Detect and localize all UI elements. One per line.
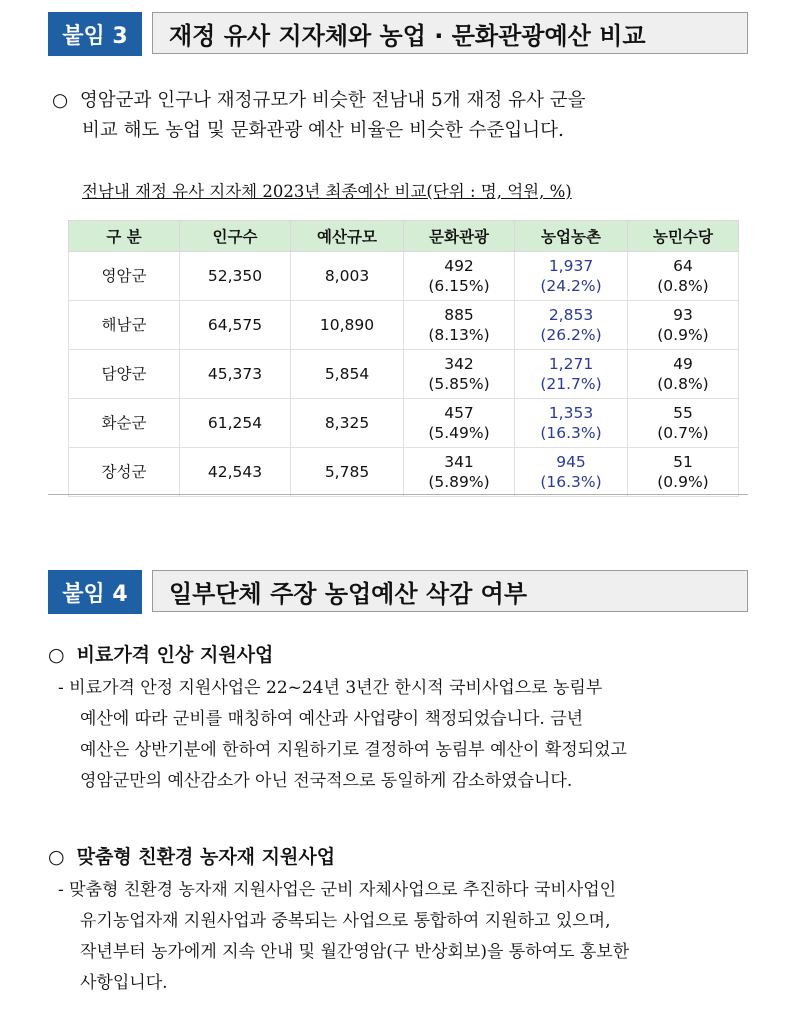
header-culture: 문화관광 [404,221,515,252]
section-4-title: 일부단체 주장 농업예산 삭감 여부 [152,570,748,612]
item-1-line-4: 영암군만의 예산감소가 아닌 전국적으로 동일하게 감소하였습니다. [80,771,573,791]
item-2-body [58,875,629,999]
item-2-heading [48,842,335,869]
item-1-line-2: 예산에 따라 군비를 매칭하여 예산과 사업량이 책정되었습니다. 금년 [80,709,584,729]
item-1-line-3: 예산은 상반기분에 한하여 지원하기로 결정하여 농림부 예산이 확정되었고 [80,740,627,760]
culture-value: 342 [444,355,474,373]
row-budget: 10,890 [291,301,404,350]
allow-percent: (0.8%) [657,277,709,295]
section-3-title: 재정 유사 지자체와 농업 · 문화관광예산 비교 [152,12,748,54]
culture-value: 885 [444,306,474,324]
row-population: 61,254 [180,399,291,448]
culture-value: 457 [444,404,474,422]
section-3-paragraph [52,86,585,146]
bullet-circle: ○ [48,644,65,666]
budget-comparison-table [68,220,739,497]
dash-mark: - [58,678,64,698]
agri-percent: (26.2%) [540,326,602,344]
table-row [69,252,739,301]
row-culture [404,399,515,448]
row-budget: 5,785 [291,448,404,497]
table-row [69,350,739,399]
row-culture [404,301,515,350]
table-row [69,399,739,448]
dash-mark: - [58,880,64,900]
row-name: 장성군 [69,448,180,497]
item-1-body [58,673,627,797]
item-2-heading-text: 맞춤형 친환경 농자재 지원사업 [76,846,336,868]
row-culture [404,350,515,399]
header-population: 인구수 [180,221,291,252]
allow-value: 55 [673,404,693,422]
table-caption: 전남내 재정 유사 지자체 2023년 최종예산 비교(단위 : 명, 억원, %) [82,182,572,201]
allow-value: 93 [673,306,693,324]
agri-value: 1,271 [548,355,594,373]
row-allowance [628,350,739,399]
row-population: 52,350 [180,252,291,301]
culture-value: 341 [444,453,474,471]
section-4-tag: 붙임 4 [48,570,142,614]
header-agriculture: 농업농촌 [515,221,628,252]
row-allowance [628,252,739,301]
agri-percent: (24.2%) [540,277,602,295]
section-3-line-2: 비교 해도 농업 및 문화관광 예산 비율은 비슷한 수준입니다. [82,120,564,141]
row-agriculture [515,350,628,399]
culture-percent: (5.85%) [428,375,490,393]
row-allowance [628,399,739,448]
section-divider [48,494,748,495]
culture-percent: (8.13%) [428,326,490,344]
bullet-circle: ○ [52,90,69,111]
row-budget: 8,003 [291,252,404,301]
row-budget: 8,325 [291,399,404,448]
item-2-line-4: 사항입니다. [80,973,168,993]
culture-percent: (5.49%) [428,424,490,442]
row-population: 45,373 [180,350,291,399]
allow-percent: (0.8%) [657,375,709,393]
allow-value: 64 [673,257,693,275]
row-agriculture [515,399,628,448]
row-allowance [628,301,739,350]
header-farmer-allowance: 농민수당 [628,221,739,252]
culture-percent: (6.15%) [428,277,490,295]
row-population: 64,575 [180,301,291,350]
agri-value: 945 [556,453,586,471]
item-1-line-1: 비료가격 안정 지원사업은 22~24년 3년간 한시적 국비사업으로 농림부 [69,678,603,698]
table-row [69,448,739,497]
table-row [69,301,739,350]
culture-value: 492 [444,257,474,275]
section-3-header [48,12,748,56]
item-2-line-3: 작년부터 농가에게 지속 안내 및 월간영암(구 반상회보)을 통하여도 홍보한 [80,942,630,962]
item-2-line-1: 맞춤형 친환경 농자재 지원사업은 군비 자체사업으로 추진하다 국비사업인 [69,880,617,900]
row-population: 42,543 [180,448,291,497]
bullet-circle: ○ [48,846,65,868]
agri-value: 1,353 [548,404,594,422]
section-4-header [48,570,748,614]
header-budget: 예산규모 [291,221,404,252]
agri-value: 2,853 [548,306,594,324]
allow-value: 49 [673,355,693,373]
row-name: 영암군 [69,252,180,301]
allow-percent: (0.9%) [657,326,709,344]
allow-percent: (0.9%) [657,473,709,491]
culture-percent: (5.89%) [428,473,490,491]
table-header-row [69,221,739,252]
row-agriculture [515,301,628,350]
row-agriculture [515,448,628,497]
row-name: 해남군 [69,301,180,350]
agri-percent: (21.7%) [540,375,602,393]
row-allowance [628,448,739,497]
row-agriculture [515,252,628,301]
row-name: 화순군 [69,399,180,448]
row-culture [404,252,515,301]
item-2-line-2: 유기농업자재 지원사업과 중복되는 사업으로 통합하여 지원하고 있으며, [80,911,611,931]
allow-percent: (0.7%) [657,424,709,442]
item-1-heading [48,640,273,667]
section-3-line-1: 영암군과 인구나 재정규모가 비슷한 전남내 5개 재정 유사 군을 [79,90,586,111]
agri-value: 1,937 [548,257,594,275]
row-name: 담양군 [69,350,180,399]
item-1-heading-text: 비료가격 인상 지원사업 [76,644,274,666]
allow-value: 51 [673,453,693,471]
agri-percent: (16.3%) [540,473,602,491]
section-3-tag: 붙임 3 [48,12,142,56]
header-category: 구 분 [69,221,180,252]
row-culture [404,448,515,497]
row-budget: 5,854 [291,350,404,399]
agri-percent: (16.3%) [540,424,602,442]
